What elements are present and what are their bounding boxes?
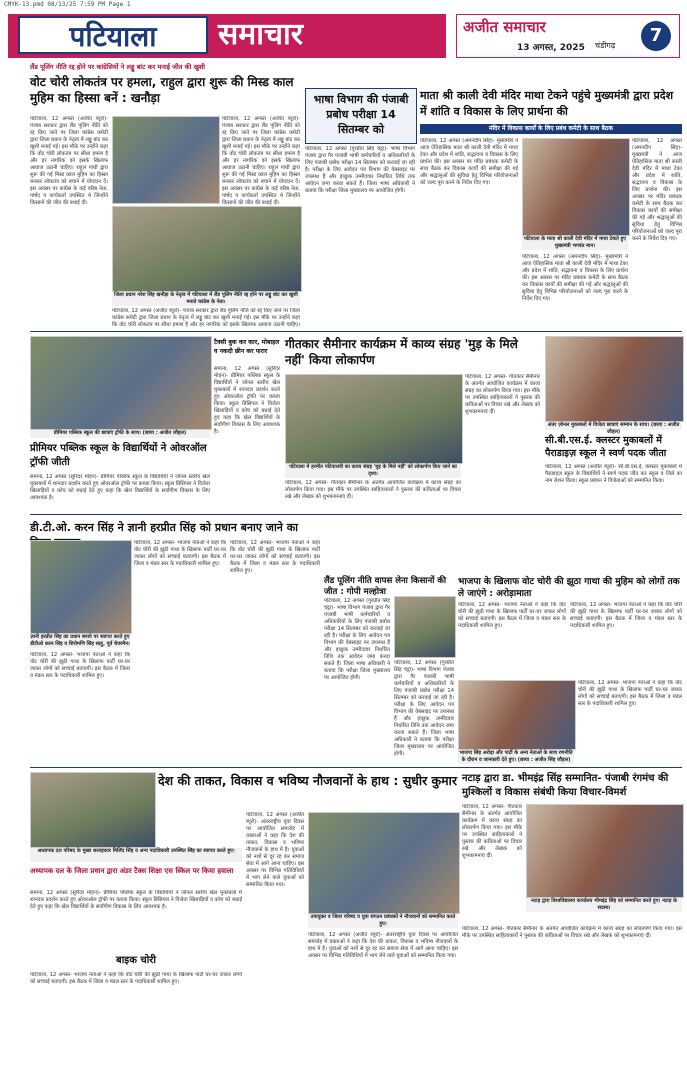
youth-body-col1: पटियाला, 12 अगस्त (अजीत ब्यूरो)- अंतरराष्ट्रीय युवा दिवस पर आयोजित समारोह में वक्ताओं ने कहा कि देश की ताकत, विकास व भविष्य नौजवानों के हाथ में है। युवाओं को नशों से दूर रह कर समाज सेवा में आगे आना चाहिए। इस अवसर पर विभिन्न गतिविधियों में भाग लेने वाले युवाओं को सम्मानित किया गया। xyxy=(246,812,304,888)
natak-body-col2: पटियाला, 12 अगस्त- गीतकार सैमीनार के अंतर्गत आयोजित कार्यक्रम में काव्य संग्रह का लोकार्पण किया गया। इस मौके पर उपस्थित साहित्यकारों ने पुस्तक की कविताओं पर विचार रखे और लेखक को शुभकामनाएं दीं। xyxy=(462,926,682,939)
print-meta: CMYK-13.pmd 08/13/25 7:59 PM Page 1 xyxy=(4,1,131,8)
poetry-body-col2: पटियाला, 12 अगस्त- गीतकार सैमीनार के अंतर्गत आयोजित कार्यक्रम में काव्य संग्रह का लोकार्पण किया गया। इस मौके पर उपस्थित साहित्यकारों ने पुस्तक की कविताओं पर विचार रखे और लेखक को शुभकामनाएं दीं। xyxy=(465,374,540,415)
brand-name: अजीत समाचार xyxy=(463,18,546,36)
divider xyxy=(30,767,682,768)
exam-headline-box xyxy=(305,88,417,144)
divider xyxy=(30,514,682,515)
dto-body-col1: पटियाला, 12 अगस्त- भाजपा नेताओं ने कहा कि वोट चोरी की झूठी गाथा के खिलाफ पार्टी घर-घर जाकर लोगों को सच्चाई बताएगी। इस बैठक में जिला व मंडल स्तर के पदाधिकारी शामिल हुए। xyxy=(134,540,226,567)
brand-box xyxy=(456,14,680,58)
bjp-body-col2: पटियाला, 12 अगस्त- भाजपा नेताओं ने कहा कि वोट चोरी की झूठी गाथा के खिलाफ पार्टी घर-घर जाकर लोगों को सच्चाई बताएगी। इस बैठक में जिला व मंडल स्तर के पदाधिकारी शामिल हुए। xyxy=(570,602,682,629)
bike-theft-body: पटियाला, 12 अगस्त- भाजपा नेताओं ने कहा कि वोट चोरी की झूठी गाथा के खिलाफ पार्टी घर-घर जाकर लोगों को सच्चाई बताएगी। इस बैठक में जिला व मंडल स्तर के पदाधिकारी शामिल हुए। xyxy=(30,972,242,985)
issue-date: 13 अगस्त, 2025 xyxy=(517,43,585,53)
divider xyxy=(30,331,682,332)
temple-body-col2: पटियाला, 12 अगस्त (अमनदीप सिंह)- मुख्यमंत्री ने आज ऐतिहासिक माता श्री काली देवी मंदिर में माथा टेका और प्रदेश में शांति, सद्भावना व विकास के लिए प्रार्थना की। इस अवसर पर मंदिर प्रबंधक कमेटी के साथ बैठक कर विकास कार्यों की समीक्षा की गई और श्रद्धालुओं की सुविधा हेतु विभिन्न परियोजनाओं को जल्द पूरा करने के निर्देश दिए गए। xyxy=(522,254,628,302)
youth-body-col2: पटियाला, 12 अगस्त (अजीत ब्यूरो)- अंतरराष्ट्रीय युवा दिवस पर आयोजित समारोह में वक्ताओं ने कहा कि देश की ताकत, विकास व भविष्य नौजवानों के हाथ में है। युवाओं को नशों से दूर रह कर समाज सेवा में आगे आना चाहिए। इस अवसर पर विभिन्न गतिविधियों में भाग लेने वाले युवाओं को सम्मानित किया गया। xyxy=(308,932,458,959)
main-body-col3: पटियाला, 12 अगस्त (अजीत ब्यूरो)- पंजाब सरकार द्वारा लैंड पूलिंग नीति को रद्द किए जाने पर जिला कांग्रेस कमेटी द्वारा जिला प्रधान के नेतृत्व में लड्डू बांट कर खुशी मनाई गई। इस मौके पर उन्होंने कहा कि वोट चोरी लोकतंत्र पर सीधा हमला है और हर नागरिक को इसके खिलाफ आवाज उठानी चाहिए। राहुल गांधी द्वारा शुरू की गई मिस्ड काल मुहिम का हिस्सा बनकर लोकतंत्र को बचाने में योगदान दें। इस अवसर पर कांग्रेस के कई वरिष्ठ नेता, पार्षद व कार्यकर्ता उपस्थित थे जिन्होंने किसानों की जीत की बधाई दी। xyxy=(222,116,300,206)
leftbottom-photo xyxy=(30,772,156,848)
natak-body-col1: पटियाला, 12 अगस्त- गीतकार सैमीनार के अंतर्गत आयोजित कार्यक्रम में काव्य संग्रह का लोकार्पण किया गया। इस मौके पर उपस्थित साहित्यकारों ने पुस्तक की कविताओं पर विचार रखे और लेखक को शुभकामनाएं दीं। xyxy=(462,804,522,859)
dto-body-col0: पटियाला, 12 अगस्त- भाजपा नेताओं ने कहा कि वोट चोरी की झूठी गाथा के खिलाफ पार्टी घर-घर जाकर लोगों को सच्चाई बताएगी। इस बैठक में जिला व मंडल स्तर के पदाधिकारी शामिल हुए। xyxy=(30,652,130,679)
landpool-headline: लैंड पूलिंग नीति वापस लेना किसानों की जीत : गोपी मल्होत्रा xyxy=(324,576,447,597)
landpool-photo xyxy=(394,596,456,658)
temple-headline: माता श्री काली देवी मंदिर माथा टेकने पहुंचे मुख्यमंत्री द्वारा प्रदेश में शांति व विकास के लिए प्रार्थना की xyxy=(420,89,674,118)
bjp-body-col3: पटियाला, 12 अगस्त- भाजपा नेताओं ने कहा कि वोट चोरी की झूठी गाथा के खिलाफ पार्टी घर-घर जाकर लोगों को सच्चाई बताएगी। इस बैठक में जिला व मंडल स्तर के पदाधिकारी शामिल हुए। xyxy=(578,680,682,707)
page-number: 7 xyxy=(641,21,671,51)
taxi-headline: टैक्सी बुक कर कार, मोबाइल व नकदी छीन कर फरार xyxy=(214,339,280,355)
dto-photo xyxy=(30,540,132,634)
landpool-body: पटियाला, 12 अगस्त (गुरप्रीत सिंह चट्ठा)- भाषा विभाग पंजाब द्वारा गैर पंजाबी भाषी कर्मचारियों व अधिकारियों के लिए पंजाबी प्रबोध परीक्षा 14 सितम्बर को करवाई जा रही है। परीक्षा के लिए आवेदन पत्र विभाग की वेबसाइट पर उपलब्ध हैं और इच्छुक उम्मीदवार निर्धारित तिथि तक आवेदन जमा करवा सकते हैं। जिला भाषा अधिकारी ने बताया कि परीक्षा जिला मुख्यालय पर आयोजित होगी। xyxy=(324,598,390,681)
natak-photo xyxy=(526,804,684,898)
temple-photo-caption: पटियाला के माता श्री काली देवी मंदिर में माथा टेकते हुए मुख्यमंत्री भगवंत मान। xyxy=(522,236,628,250)
temple-photo xyxy=(522,138,630,236)
section-title-2: समाचार xyxy=(218,17,304,52)
school-photo xyxy=(30,336,212,430)
cbse-photo-caption: अंतर ज़ोनल मुकाबलों में विजेता छात्राएं सम्मान के साथ। (छाया : अजीत जौहल) xyxy=(545,422,682,430)
main-kicker: लैंड पूलिंग नीति रद्द होने पर कांग्रेसियों ने लड्डू बांट कर मनाई जीत की खुशी xyxy=(30,63,205,71)
youth-headline: देश की ताकत, विकास व भविष्य नौजवानों के हाथ : सुधीर कुमार xyxy=(158,773,457,788)
masthead xyxy=(8,14,680,58)
exam-headline: भाषा विभाग की पंजाबी प्रबोध परीक्षा 14 सितम्बर को xyxy=(313,93,409,136)
exam-body: पटियाला, 12 अगस्त (गुरप्रीत सिंह चट्ठा)- भाषा विभाग पंजाब द्वारा गैर पंजाबी भाषी कर्मचारियों व अधिकारियों के लिए पंजाबी प्रबोध परीक्षा 14 सितम्बर को करवाई जा रही है। परीक्षा के लिए आवेदन पत्र विभाग की वेबसाइट पर उपलब्ध हैं और इच्छुक उम्मीदवार निर्धारित तिथि तक आवेदन जमा करवा सकते हैं। जिला भाषा अधिकारी ने बताया कि परीक्षा जिला मुख्यालय पर आयोजित होगी। xyxy=(305,146,415,194)
poetry-photo xyxy=(285,374,463,464)
taxi-body: समाना, 12 अगस्त (सुरिंदर मोहन)- प्रीमियर पब्लिक स्कूल के विद्यार्थियों ने जोनल स्तरीय खेल मुकाबलों में शानदार प्रदर्शन करते हुए ओवरऑल ट्रॉफी पर कब्जा किया। स्कूल प्रिंसिपल ने विजेता खिलाड़ियों व कोच को बधाई देते हुए कहा कि खेल विद्यार्थियों के सर्वांगीण विकास के लिए आवश्यक है। xyxy=(214,366,280,435)
dto-photo-caption: ज्ञानी हरप्रीत सिंह का प्रधान बनाये पर स्वागत करते हुए डीटीओ करन सिंह व शिरोमणि सिंह साहू, पूर्व चेयरमैन। xyxy=(30,634,130,647)
landpool-body-col2: पटियाला, 12 अगस्त (गुरप्रीत सिंह चट्ठा)- भाषा विभाग पंजाब द्वारा गैर पंजाबी भाषी कर्मचारियों व अधिकारियों के लिए पंजाबी प्रबोध परीक्षा 14 सितम्बर को करवाई जा रही है। परीक्षा के लिए आवेदन पत्र विभाग की वेबसाइट पर उपलब्ध हैं और इच्छुक उम्मीदवार निर्धारित तिथि तक आवेदन जमा करवा सकते हैं। जिला भाषा अधिकारी ने बताया कि परीक्षा जिला मुख्यालय पर आयोजित होगी। xyxy=(394,660,454,757)
leftbottom-body: समाना, 12 अगस्त (सुरिंदर मोहन)- प्रीमियर पब्लिक स्कूल के विद्यार्थियों ने जोनल स्तरीय खेल मुकाबलों में शानदार प्रदर्शन करते हुए ओवरऑल ट्रॉफी पर कब्जा किया। स्कूल प्रिंसिपल ने विजेता खिलाड़ियों व कोच को बधाई देते हुए कहा कि खेल विद्यार्थियों के सर्वांगीण विकास के लिए आवश्यक है। xyxy=(30,890,242,910)
temple-kicker: मंदिर में विकास कार्यों के लिए प्रबंध कमेटी के साथ बैठक xyxy=(420,124,682,134)
bjp-body-col1: पटियाला, 12 अगस्त- भाजपा नेताओं ने कहा कि वोट चोरी की झूठी गाथा के खिलाफ पार्टी घर-घर जाकर लोगों को सच्चाई बताएगी। इस बैठक में जिला व मंडल स्तर के पदाधिकारी शामिल हुए। xyxy=(458,602,566,629)
school-photo-caption: प्रीमियर पब्लिक स्कूल की छात्राएं ट्रॉफी के साथ। (छाया : अजीत जौहल) xyxy=(30,430,210,438)
school-body: समाना, 12 अगस्त (सुरिंदर मोहन)- प्रीमियर पब्लिक स्कूल के विद्यार्थियों ने जोनल स्तरीय खेल मुकाबलों में शानदार प्रदर्शन करते हुए ओवरऑल ट्रॉफी पर कब्जा किया। स्कूल प्रिंसिपल ने विजेता खिलाड़ियों व कोच को बधाई देते हुए कहा कि खेल विद्यार्थियों के सर्वांगीण विकास के लिए आवश्यक है। xyxy=(30,474,210,501)
natak-photo-caption: नटाड़ द्वारा विश्वविद्यालय कार्यालय भीमइंद्र सिंह को सम्मानित करते हुए। नटाड़ के सदस्य। xyxy=(526,898,682,912)
poetry-body: पटियाला, 12 अगस्त- गीतकार सैमीनार के अंतर्गत आयोजित कार्यक्रम में काव्य संग्रह का लोकार्पण किया गया। इस मौके पर उपस्थित साहित्यकारों ने पुस्तक की कविताओं पर विचार रखे और लेखक को शुभकामनाएं दीं। xyxy=(285,480,461,500)
bjp-photo xyxy=(458,680,576,750)
issue-city: चंडीगढ़ xyxy=(595,41,616,50)
main-headline: वोट चोरी लोकतंत्र पर हमला, राहुल द्वारा शुरू की मिस्ड काल मुहिम का हिस्सा बनें : खनौड़ा xyxy=(30,75,294,105)
temple-body-col3: पटियाला, 12 अगस्त (अमनदीप सिंह)- मुख्यमंत्री ने आज ऐतिहासिक माता श्री काली देवी मंदिर में माथा टेका और प्रदेश में शांति, सद्भावना व विकास के लिए प्रार्थना की। इस अवसर पर मंदिर प्रबंधक कमेटी के साथ बैठक कर विकास कार्यों की समीक्षा की गई और श्रद्धालुओं की सुविधा हेतु विभिन्न परियोजनाओं को जल्द पूरा करने के निर्देश दिए गए। xyxy=(632,138,682,242)
main-body-tail: पटियाला, 12 अगस्त (अजीत ब्यूरो)- पंजाब सरकार द्वारा लैंड पूलिंग नीति को रद्द किए जाने पर जिला कांग्रेस कमेटी द्वारा जिला प्रधान के नेतृत्व में लड्डू बांट कर खुशी मनाई गई। इस मौके पर उन्होंने कहा कि वोट चोरी लोकतंत्र पर सीधा हमला है और हर नागरिक को इसके खिलाफ आवाज उठानी चाहिए। xyxy=(112,308,300,328)
section-title: पटियाला xyxy=(18,16,208,54)
cbse-body: पटियाला, 12 अगस्त (अजीत ब्यूरो)- सी.बी.एस.ई. क्लस्टर मुकाबलों में पैराडाइज़ स्कूल के विद्यार्थियों ने स्वर्ण पदक जीत कर स्कूल व जिले का नाम रोशन किया। स्कूल प्रबंधन ने विजेताओं को सम्मानित किया। xyxy=(545,464,682,484)
cbse-photo xyxy=(545,336,684,422)
natak-headline: नटाड़ द्वारा डा. भीमइंद्र सिंह सम्मानित- पंजाबी रंगमंच की मुश्किलों व विकास संबंधी किया विचार-विमर्श xyxy=(462,773,669,798)
temple-body-col1: पटियाला, 12 अगस्त (अमनदीप सिंह)- मुख्यमंत्री ने आज ऐतिहासिक माता श्री काली देवी मंदिर में माथा टेका और प्रदेश में शांति, सद्भावना व विकास के लिए प्रार्थना की। इस अवसर पर मंदिर प्रबंधक कमेटी के साथ बैठक कर विकास कार्यों की समीक्षा की गई और श्रद्धालुओं की सुविधा हेतु विभिन्न परियोजनाओं को जल्द पूरा करने के निर्देश दिए गए। xyxy=(420,138,518,186)
main-photo-caption: जिला प्रधान नरेश सिंह खनौड़ा के नेतृत्व में पटियाला में लैंड पूलिंग नीति रद्द होने पर लड्डू बांट कर खुशी मनाते कांग्रेस के नेता। xyxy=(112,292,300,306)
poetry-photo-caption: पटियाला में हरमीत पटियालवी का काव्य संग्रह 'मुड़ के मिले नहीं' को लोकार्पण किए जाने का दृश्य। xyxy=(285,464,461,478)
masthead-banner xyxy=(8,14,446,58)
leftbottom-headline: अध्यापक दल के जिला प्रधान द्वारा अंडर टैक्स शिक्षा एस स्किल पर किया हवाला xyxy=(30,867,234,875)
dto-body-col2: पटियाला, 12 अगस्त- भाजपा नेताओं ने कहा कि वोट चोरी की झूठी गाथा के खिलाफ पार्टी घर-घर जाकर लोगों को सच्चाई बताएगी। इस बैठक में जिला व मंडल स्तर के पदाधिकारी शामिल हुए। xyxy=(230,540,320,574)
dto-headline: डी.टी.ओ. करन सिंह ने ज्ञानी हरप्रीत सिंह को प्रधान बनाए जाने का xyxy=(30,521,299,534)
main-photo-1 xyxy=(112,116,220,204)
bjp-headline: भाजपा के खिलाफ वोट चोरी की झूठा गाथा की मुहिम को लोगों तक ले जाएंगे : अरोड़ामाता xyxy=(458,577,680,599)
poetry-headline: गीतकार सैमीनार कार्यक्रम में काव्य संग्रह 'मुड़ के मिले नहीं' किया लोकार्पण xyxy=(285,337,518,367)
school-headline: प्रीमियर पब्लिक स्कूल के विद्यार्थियों ने ओवरऑल ट्रॉफी जीती xyxy=(30,443,207,468)
main-body-col1: पटियाला, 12 अगस्त (अजीत ब्यूरो)- पंजाब सरकार द्वारा लैंड पूलिंग नीति को रद्द किए जाने पर जिला कांग्रेस कमेटी द्वारा जिला प्रधान के नेतृत्व में लड्डू बांट कर खुशी मनाई गई। इस मौके पर उन्होंने कहा कि वोट चोरी लोकतंत्र पर सीधा हमला है और हर नागरिक को इसके खिलाफ आवाज उठानी चाहिए। राहुल गांधी द्वारा शुरू की गई मिस्ड काल मुहिम का हिस्सा बनकर लोकतंत्र को बचाने में योगदान दें। इस अवसर पर कांग्रेस के कई वरिष्ठ नेता, पार्षद व कार्यकर्ता उपस्थित थे जिन्होंने किसानों की जीत की बधाई दी। xyxy=(30,116,108,206)
bike-theft-headline: बाइक चोरी xyxy=(116,955,156,966)
youth-photo-caption: उपायुक्त व जिला परिषद व युवा संगठन प्रबंधकों ने नौजवानों को सम्मानित करते हुए। xyxy=(308,914,458,928)
leftbottom-photo-caption: अध्यापक दल परिषद के मुख्य सलाहकार मिलिंद सिंह व अन्य पदाधिकारी उपस्थित सिंह का स्वागत करते हुए। xyxy=(30,848,242,862)
youth-photo xyxy=(308,812,460,914)
main-photo-2 xyxy=(112,206,302,292)
cbse-headline: सी.बी.एस.ई. क्लस्टर मुकाबलों में पैराडाइज़ स्कूल ने स्वर्ण पदक जीता xyxy=(545,435,667,459)
bjp-photo-caption: भाजपा सिंह अरोड़ा और पार्टी के अन्य नेताओं के साथ रणनीति के दौरान व जानकारी देते हुए। (छाया : अजीत सिंह जौहल) xyxy=(459,750,573,763)
